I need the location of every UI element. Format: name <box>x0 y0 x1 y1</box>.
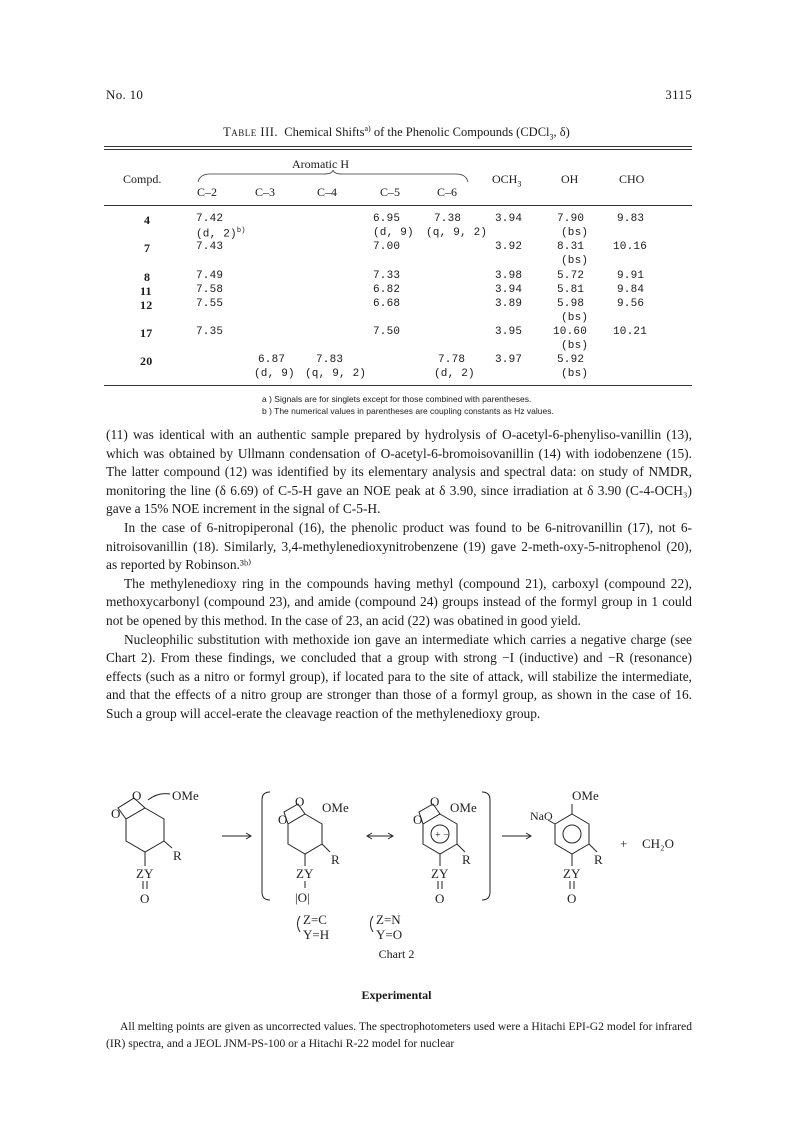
cell-c5: 6.68 <box>373 298 401 310</box>
table-top-rule <box>104 146 692 147</box>
def-z-c: Z=C <box>303 912 327 927</box>
scheme-ome: OMe <box>172 788 199 803</box>
cell-c4-coupling: (q, 9, 2) <box>305 368 367 380</box>
scheme-o: O <box>111 806 121 821</box>
cell-c2: 7.35 <box>196 326 224 338</box>
caption-text: Chemical Shifts <box>284 125 365 140</box>
cell-c3-coupling: (d, 9) <box>254 368 295 380</box>
scheme-r: R <box>462 852 471 867</box>
cell-cho: 9.83 <box>617 213 645 225</box>
scheme-ome: OMe <box>322 800 349 815</box>
row-compd: 17 <box>140 326 153 340</box>
cell-c2: 7.58 <box>196 284 224 296</box>
scheme-o: O <box>295 794 305 809</box>
def-y-h: Y=H <box>303 927 330 942</box>
cell-cho: 9.84 <box>617 284 645 296</box>
paragraph-2: In the case of 6-nitropiperonal (16), the phenolic product was found to be 6-nitrovanillin (17), not 6-nitroisovanillin (18). Similarly, 3,4-methylenedioxynitrobenzene (19) gave 2-meth-oxy-5-nitrophenol (20), as reported by Robinson.³ᵇ⁾ <box>106 519 692 573</box>
footnote-b: b ) The numerical values in parentheses are coupling constants as Hz values. <box>262 406 554 416</box>
cell-oh: 10.60 <box>553 326 588 338</box>
header-och3 <box>492 172 521 188</box>
cell-och3: 3.89 <box>495 298 523 310</box>
paragraph-1: (11) was identical with an authentic sample prepared by hydrolysis of O-acetyl-6-phenyliso-vanillin (13), which was obtained by Ullmann condensation of O-acetyl-6-bromoisovanillin (14) with iodobenzene (15). The latter compound (12) was identified by its elementary analysis and spectral data: on study of NMDR, monitoring the line (δ 6.69) of C-5-H gave an NOE peak at δ 3.90, since irradiation at δ 3.90 (C-4-OCH₃) gave a 15% NOE increment in the signal of C-5-H. <box>106 427 692 517</box>
structure-starting-material <box>111 788 199 906</box>
cell-c3: 6.87 <box>258 354 286 366</box>
paragraph-3: The methylenedioxy ring in the compounds having methyl (compound 21), carboxyl (compound 22), methoxycarbonyl (compound 23), and amide (compound 24) groups instead of the formyl group in 1 could not be opened by this method. In the case of 23, an acid (22) was obatined in good yield. <box>106 575 692 628</box>
cell-oh: 5.81 <box>557 284 585 296</box>
scheme-zy: ZY <box>296 866 314 881</box>
row-compd: 12 <box>140 298 153 312</box>
table-header-rule <box>104 205 692 206</box>
experimental-heading: Experimental <box>361 988 432 1002</box>
caption-footnote-mark: a) <box>364 124 371 133</box>
cell-oh: 8.31 <box>557 241 585 253</box>
cell-cho: 9.56 <box>617 298 645 310</box>
scheme-minus: + − <box>435 830 449 841</box>
cell-c6: 7.38 <box>434 213 462 225</box>
cell-oh-bs: (bs) <box>561 340 589 352</box>
row-compd: 20 <box>140 354 153 368</box>
table-top-rule-2 <box>104 149 692 150</box>
scheme-o: O <box>132 788 142 803</box>
cell-c5: 7.00 <box>373 241 401 253</box>
row-compd: 4 <box>144 213 151 227</box>
table-caption <box>0 124 793 142</box>
scheme-o: O <box>413 812 423 827</box>
cell-c5: 7.50 <box>373 326 401 338</box>
scheme-zy: ZY <box>136 866 154 881</box>
header-c3: C–3 <box>255 185 276 199</box>
header-c4: C–4 <box>317 185 338 199</box>
cell-oh-bs: (bs) <box>561 312 589 324</box>
header-c2: C–2 <box>197 185 218 199</box>
cell-c4: 7.83 <box>316 354 344 366</box>
cell-c5: 7.33 <box>373 270 401 282</box>
cell-c2: 7.55 <box>196 298 224 310</box>
chart-caption: Chart 2 <box>378 947 415 961</box>
cell-och3: 3.97 <box>495 354 523 366</box>
table-label: Table III. <box>223 125 279 140</box>
scheme-zy: ZY <box>563 866 581 881</box>
cell-c2: 7.42 <box>196 213 224 225</box>
cell-och3: 3.94 <box>495 284 523 296</box>
footnote-a: a ) Signals are for singlets except for those combined with parentheses. <box>262 394 532 404</box>
bracket-left <box>262 792 270 900</box>
caption-sub: 3 <box>549 132 554 142</box>
cell-c5: 6.82 <box>373 284 401 296</box>
bracket-right <box>482 792 490 900</box>
cell-cho: 9.91 <box>617 270 645 282</box>
chart-2-scheme <box>100 786 700 946</box>
cell-c2: 7.49 <box>196 270 224 282</box>
cell-oh: 5.98 <box>557 298 585 310</box>
caption-end: , δ) <box>553 125 570 140</box>
c2-coupling-text: (d, 2) <box>196 228 237 241</box>
row-compd: 7 <box>144 241 151 255</box>
cell-c5-coupling: (d, 9) <box>373 227 414 239</box>
cell-oh: 5.92 <box>557 354 585 366</box>
cell-c5: 6.95 <box>373 213 401 225</box>
och3-sub: 3 <box>517 179 522 189</box>
header-aromatic-h: Aromatic H <box>292 157 349 171</box>
cell-c6: 7.78 <box>438 354 466 366</box>
scheme-o: O <box>435 891 445 906</box>
def-y-o: Y=O <box>376 927 403 942</box>
caption-tail: of the Phenolic Compounds (CDCl <box>370 125 550 140</box>
scheme-o: O <box>430 794 440 809</box>
scheme-r: R <box>331 852 340 867</box>
scheme-iol: |O| <box>295 890 310 905</box>
row-compd: 11 <box>140 284 152 298</box>
cell-oh-bs: (bs) <box>561 227 589 239</box>
scheme-o: O <box>278 812 288 827</box>
cell-c6-coupling: (q, 9, 2) <box>426 227 488 239</box>
scheme-ome: OMe <box>572 788 599 803</box>
experimental-section <box>106 1018 692 1052</box>
scheme-plus: + <box>620 836 628 851</box>
scheme-nao: NaO <box>530 809 553 823</box>
aromatic-brace <box>196 170 471 184</box>
cell-cho: 10.21 <box>613 326 648 338</box>
def-z-n: Z=N <box>376 912 401 927</box>
cell-och3: 3.95 <box>495 326 523 338</box>
header-cho: CHO <box>619 172 645 186</box>
header-c5: C–5 <box>380 185 401 199</box>
structure-product <box>530 788 603 906</box>
header-oh: OH <box>561 172 579 186</box>
cell-och3: 3.92 <box>495 241 523 253</box>
och3-text: OCH <box>492 172 518 186</box>
scheme-zy: ZY <box>431 866 449 881</box>
experimental-text: All melting points are given as uncorrected values. The spectrophotometers used were a Hitachi EPI-G2 model for infrared (IR) spectra, and a JEOL JNM-PS-100 or a Hitachi R-22 model for nuclear <box>106 1020 692 1050</box>
cell-c2: 7.43 <box>196 241 224 253</box>
table-bottom-rule <box>104 385 692 386</box>
cell-oh-bs: (bs) <box>561 368 589 380</box>
page-number: 3115 <box>665 87 692 102</box>
cell-oh: 5.72 <box>557 270 585 282</box>
header-c6: C–6 <box>437 185 458 199</box>
page-header-left: No. 10 <box>106 87 144 102</box>
cell-oh: 7.90 <box>557 213 585 225</box>
scheme-ome: OMe <box>450 800 477 815</box>
header-compd: Compd. <box>123 172 162 186</box>
scheme-o: O <box>140 891 150 906</box>
cell-och3: 3.98 <box>495 270 523 282</box>
cell-cho: 10.16 <box>613 241 648 253</box>
cell-c2-coupling <box>196 227 246 241</box>
scheme-ch2o: CH₂O <box>642 836 674 851</box>
row-compd: 8 <box>144 270 151 284</box>
c2-footnote-mark: b) <box>236 227 246 235</box>
cell-oh-bs: (bs) <box>561 255 589 267</box>
paragraph-4: Nucleophilic substitution with methoxide ion gave an intermediate which carries a negative charge (see Chart 2). From these findings, we concluded that a group with strong −I (inductive) and −R (resonance) effects (such as a nitro or formyl group), if located para to the site of attack, will stabilize the intermediate, and that the effects of a nitro group are stronger than those of a formyl group, as shown in the case of 16. Such a group will accel-erate the cleavage reaction of the methylenedioxy group. <box>106 631 692 721</box>
structure-intermediate-2 <box>413 794 477 906</box>
structure-intermediate-1 <box>278 794 349 905</box>
scheme-o: O <box>567 891 577 906</box>
scheme-r: R <box>594 852 603 867</box>
scheme-r: R <box>173 848 182 863</box>
cell-c6-coupling: (d, 2) <box>434 368 475 380</box>
body-text <box>106 426 692 724</box>
cell-och3: 3.94 <box>495 213 523 225</box>
